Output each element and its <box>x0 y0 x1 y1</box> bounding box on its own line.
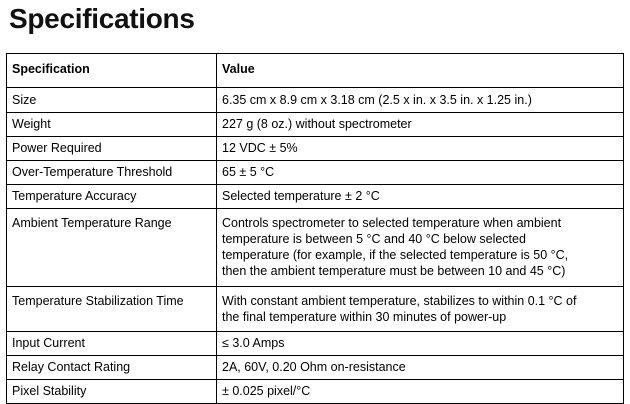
spec-value-cell: Selected temperature ± 2 °C <box>217 185 624 209</box>
spec-value-cell <box>217 287 624 332</box>
table-row <box>7 161 624 185</box>
table-row <box>7 88 624 113</box>
table-row <box>7 356 624 380</box>
table-row <box>7 332 624 356</box>
value-line: temperature (for example, if the selected temperature is 50 °C, <box>222 248 569 262</box>
value-line: temperature is between 5 °C and 40 °C below selected <box>222 232 526 246</box>
spec-value-cell <box>217 209 624 287</box>
value-line: then the ambient temperature must be between 10 and 45 °C) <box>222 264 566 278</box>
spec-name-cell: Ambient Temperature Range <box>7 209 217 287</box>
spec-name-cell: Relay Contact Rating <box>7 356 217 380</box>
spec-name-cell: Size <box>7 88 217 113</box>
page-title: Specifications <box>9 3 195 34</box>
specifications-table <box>6 53 624 404</box>
column-header-value: Value <box>217 54 624 88</box>
spec-name-cell: Pixel Stability <box>7 380 217 404</box>
spec-value-cell: 12 VDC ± 5% <box>217 137 624 161</box>
spec-value-cell: 227 g (8 oz.) without spectrometer <box>217 113 624 137</box>
spec-value-cell: ± 0.025 pixel/°C <box>217 380 624 404</box>
value-line: Controls spectrometer to selected temperature when ambient <box>222 216 562 230</box>
table-row <box>7 113 624 137</box>
table-row <box>7 287 624 332</box>
table-row <box>7 380 624 404</box>
spec-name-cell: Weight <box>7 113 217 137</box>
spec-name-cell: Power Required <box>7 137 217 161</box>
spec-name-cell: Over-Temperature Threshold <box>7 161 217 185</box>
column-header-specification: Specification <box>7 54 217 88</box>
table-row <box>7 137 624 161</box>
value-line: the final temperature within 30 minutes of power-up <box>222 310 507 324</box>
spec-value-cell: 65 ± 5 °C <box>217 161 624 185</box>
spec-name-cell: Input Current <box>7 332 217 356</box>
spec-name-cell: Temperature Accuracy <box>7 185 217 209</box>
table-row <box>7 185 624 209</box>
table-row <box>7 209 624 287</box>
spec-value-cell: ≤ 3.0 Amps <box>217 332 624 356</box>
table-header-row <box>7 54 624 88</box>
spec-value-cell: 2A, 60V, 0.20 Ohm on-resistance <box>217 356 624 380</box>
value-line: With constant ambient temperature, stabilizes to within 0.1 °C of <box>222 294 577 308</box>
spec-value-cell: 6.35 cm x 8.9 cm x 3.18 cm (2.5 x in. x 3.5 in. x 1.25 in.) <box>217 88 624 113</box>
spec-name-cell: Temperature Stabilization Time <box>7 287 217 332</box>
